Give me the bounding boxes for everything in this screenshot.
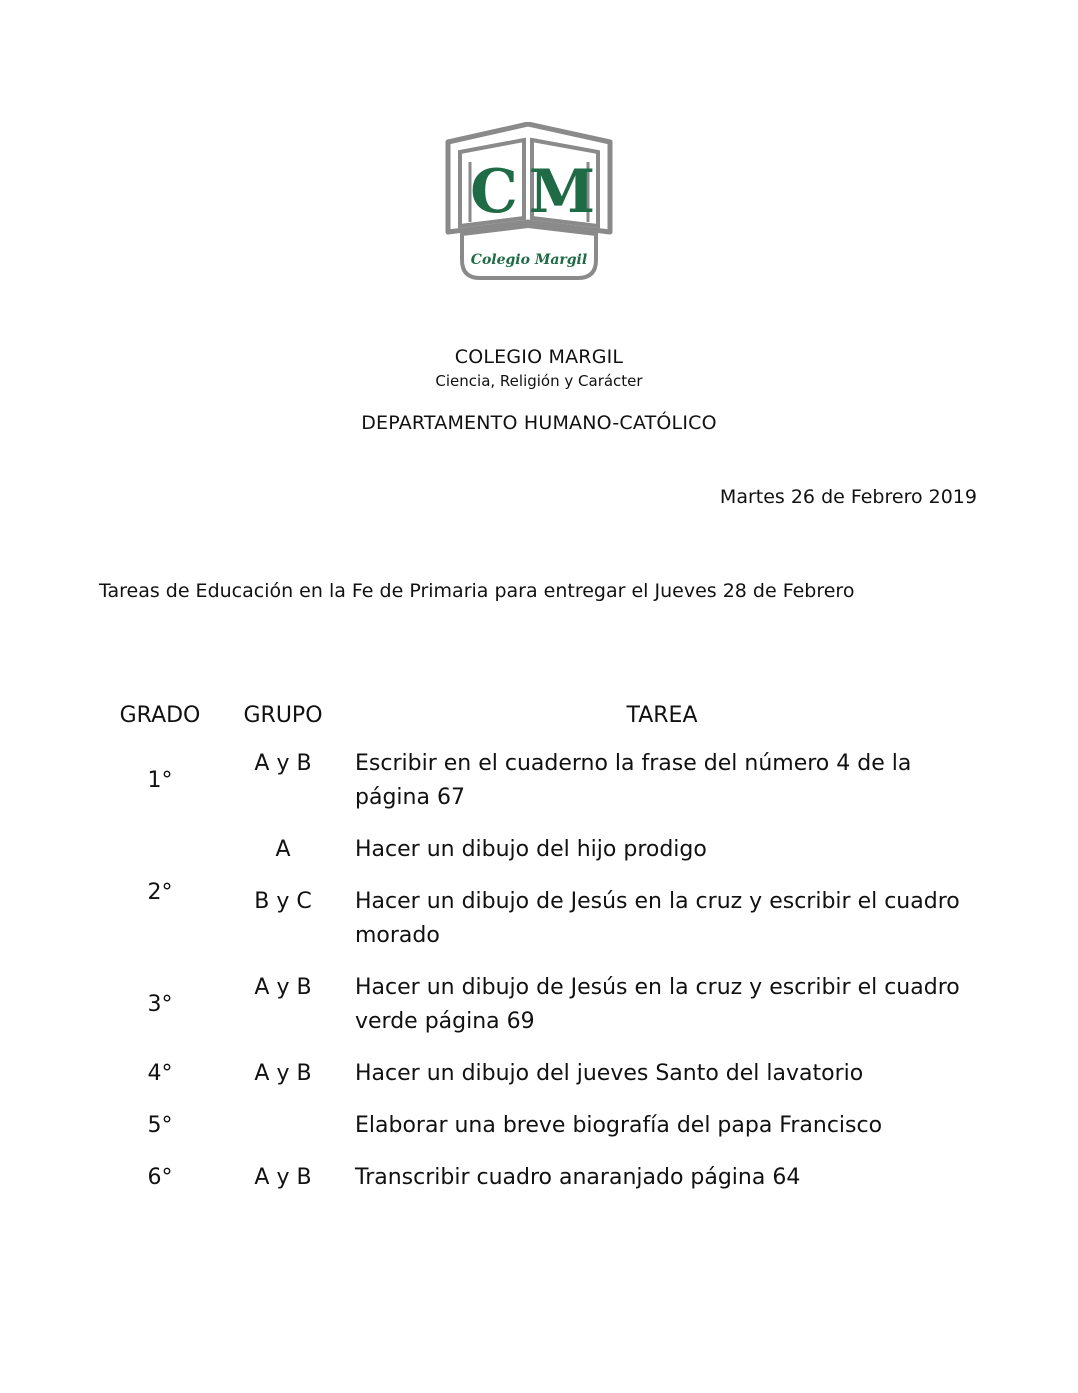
cell-tarea: Elaborar una breve biografía del papa Francisco [355,1113,883,1138]
department-title: DEPARTAMENTO HUMANO-CATÓLICO [361,412,717,434]
cell-tarea: Hacer un dibujo de Jesús en la cruz y escribir el cuadro verde página 69 [355,975,960,1034]
document-date: Martes 26 de Febrero 2019 [719,486,977,508]
cell-grupo: A y B [254,1061,312,1086]
school-logo [444,122,614,282]
cell-grado: 1° [147,768,173,793]
table-row [99,971,969,1057]
table-row [99,1161,969,1213]
cell-grupo [221,1109,345,1161]
cell-grado: 5° [147,1113,173,1138]
cell-grado: 2° [147,880,173,905]
cell-tarea: Escribir en el cuaderno la frase del número 4 de la página 67 [355,751,912,810]
logo-caption: Colegio Margil [470,252,588,268]
table-header-row [99,697,969,747]
cell-grado: 3° [147,992,173,1017]
table-row [99,1057,969,1109]
logo-letter-m: M [528,157,596,227]
cell-grado: 6° [147,1165,173,1190]
school-name: COLEGIO MARGIL [454,346,624,368]
header-grupo: GRUPO [243,702,323,728]
header-tarea: TAREA [626,702,698,728]
cell-tarea: Transcribir cuadro anaranjado página 64 [355,1165,801,1190]
cell-grupo: A y B [254,1165,312,1190]
header-grado: GRADO [119,702,201,728]
cell-tarea: Hacer un dibujo del hijo prodigo [355,837,707,862]
cell-grupo: A y B [254,975,312,1000]
table-row [99,833,969,885]
logo-letter-c: C [470,157,518,227]
cell-grupo: A y B [254,751,312,776]
table-row [99,885,969,971]
cell-tarea: Hacer un dibujo de Jesús en la cruz y escribir el cuadro morado [355,889,960,948]
cell-grupo: A [275,837,291,862]
cell-tarea: Hacer un dibujo del jueves Santo del lavatorio [355,1061,864,1086]
intro-text: Tareas de Educación en la Fe de Primaria para entregar el Jueves 28 de Febrero [99,580,855,602]
table-row [99,747,969,833]
cell-grado: 4° [147,1061,173,1086]
homework-table [99,697,969,1213]
table-row [99,1109,969,1161]
school-motto: Ciencia, Religión y Carácter [435,372,643,390]
cell-grupo: B y C [254,889,312,914]
